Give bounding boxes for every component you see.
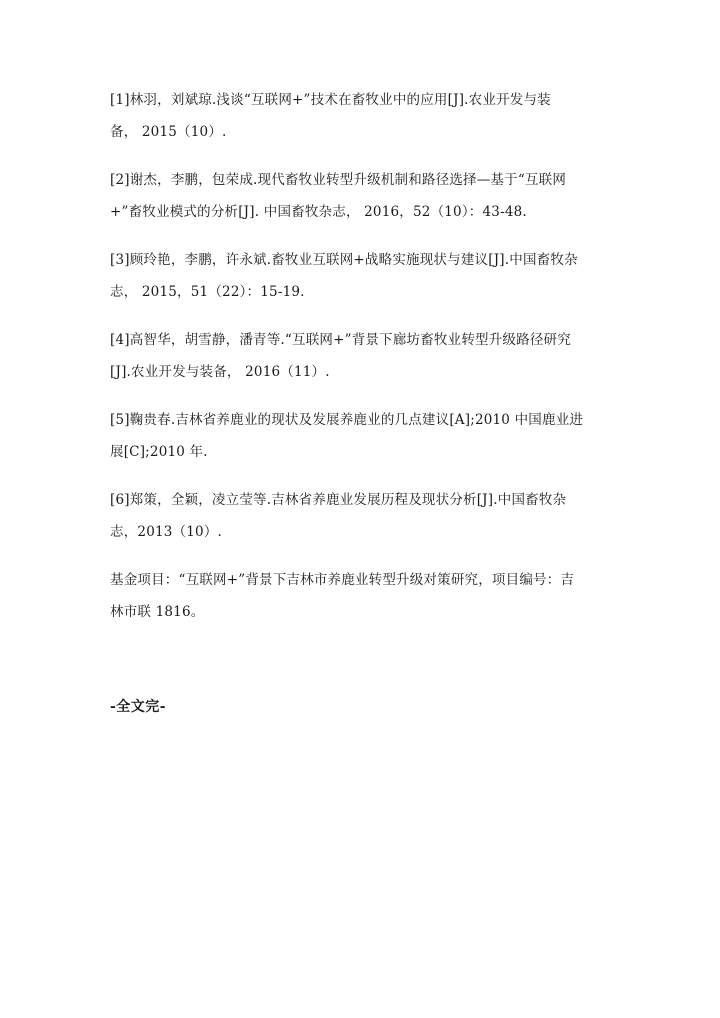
reference-line: [5]鞠贵春.吉林省养鹿业的现状及发展养鹿业的几点建议[A];2010 中国鹿业进: [110, 412, 584, 428]
reference-item-3: [110, 244, 610, 308]
reference-line: 志，2013（10）.: [110, 524, 223, 540]
fund-line: 林市联 1816。: [110, 604, 205, 620]
reference-line: [6]郑策，全颖，凌立莹等.吉林省养鹿业发展历程及现状分析[J].中国畜牧杂: [110, 492, 567, 508]
reference-item-1: [110, 84, 610, 148]
reference-line: 展[C];2010 年.: [110, 444, 208, 460]
reference-item-6: [110, 484, 610, 548]
reference-list: [110, 84, 610, 628]
reference-line: [2]谢杰，李鹏，包荣成.现代畜牧业转型升级机制和路径选择—基于“互联网: [110, 172, 567, 188]
reference-line: [1]林羽，刘斌琼.浅谈“互联网+”技术在畜牧业中的应用[J].农业开发与装: [110, 92, 551, 108]
reference-line: [J].农业开发与装备， 2016（11）.: [110, 364, 330, 380]
reference-line: [4]高智华，胡雪静，潘青等.“互联网+”背景下廊坊畜牧业转型升级路径研究: [110, 332, 571, 348]
reference-item-5: [110, 404, 610, 468]
fund-note: [110, 564, 610, 628]
reference-item-4: [110, 324, 610, 388]
reference-line: [3]顾玲艳，李鹏，许永斌.畜牧业互联网+战略实施现状与建议[J].中国畜牧杂: [110, 252, 578, 268]
end-of-document-mark: -全文完-: [110, 699, 167, 715]
reference-item-2: [110, 164, 610, 228]
fund-line: 基金项目：“互联网+”背景下吉林市养鹿业转型升级对策研究，项目编号：吉: [110, 572, 575, 588]
reference-line: 志， 2015，51（22）：15-19.: [110, 284, 305, 300]
reference-line: +”畜牧业模式的分析[J]. 中国畜牧杂志， 2016，52（10）：43-48.: [110, 204, 527, 220]
reference-line: 备， 2015（10）.: [110, 124, 227, 140]
